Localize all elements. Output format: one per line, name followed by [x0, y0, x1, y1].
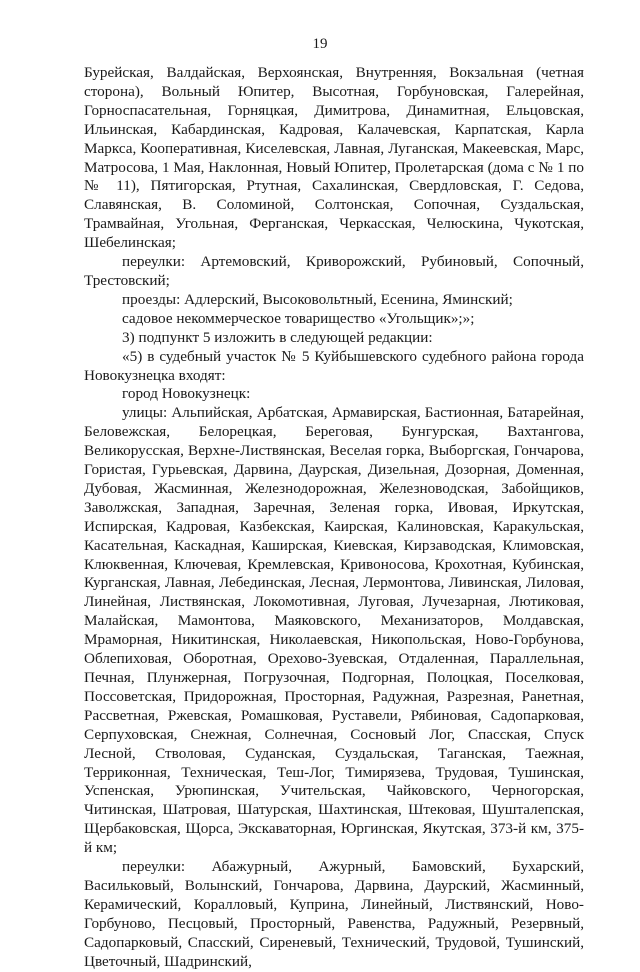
paragraph-streets: улицы: Альпийская, Арбатская, Армавирская, Бастионная, Батарейная, Беловежская, Белорецкая, Береговая, Бунгурская, Вахтангова, Великорусская, Верхне-Листвянская, Веселая горка, Выборгская, Гончарова, Гористая, Гурьевская, Дарвина, Даурская, Дизельная, Дозорная, Доменная, Дубовая, Жасминная, Железнодорожная, Железноводская, Забойщиков, Заволжская, Западная, Заречная, Зеленая горка, Ивовая, Иркутская, Испирская, Кадровая, Казбекская, Каирская, Калиновская, Каракульская, Касательная, Каскадная, Каширская, Киевская, Кирзаводская, Климовская, Клюквенная, Ключевая, Кремлевская, Кривоносова, Крохотная, Кубинская, Курганская, Лавная, Лебединская, Лесная, Лермонтова, Ливинская, Лиловая, Линейная, Листвянская, Локомотивная, Луговая, Лучезарная, Лютиковая, Малайская, Мамонтова, Маяковского, Механизаторов, Молдавская, Мраморная, Никитинская, Николаевская, Никопольская, Ново-Горбунова, Облепиховая, Оборотная, Орехово-Зуевская, Отдаленная, Параллельная, Печная, Плунжерная, Погрузочная, Подгорная, Полоцкая, Поселковая, Поссоветская, Придорожная, Просторная, Радужная, Разрезная, Ранетная, Рассветная, Ржевская, Ромашковая, Руставели, Рябиновая, Садопарковая, Серпуховская, Снежная, Солнечная, Сосновый Лог, Спасская, Спуск Лесной, Стволовая, Суданская, Суздальская, Таганская, Таежная, Терриконная, Техническая, Теш-Лог, Тимирязева, Трудовая, Тушинская, Успенская, Урюпинская, Учительская, Чайковского, Черногорская, Читинская, Шатровая, Шатурская, Шахтинская, Штековая, Шушталепская, Щербаковская, Щорса, Экскаваторная, Юргинская, Якутская, 373-й км, 375-й км; [84, 404, 584, 857]
paragraph-streets-list: Бурейская, Валдайская, Верхоянская, Внутренняя, Вокзальная (четная сторона), Вольный Юпитер, Высотная, Горбуновская, Галерейная, Горноспасательная, Горняцкая, Димитрова, Динамитная, Ельцовская, Ильинская, Кабардинская, Кадровая, Калачевская, Карпатская, Карла Маркса, Кооперативная, Киселевская, Лавная, Луганская, Макеевская, Марс, Матросова, 1 Мая, Наклонная, Новый Юпитер, Пролетарская (дома с № 1 по № 11), Пятигорская, Ртутная, Сахалинская, Свердловская, Г. Седова, Славянская, В. Соломиной, Солтонская, Сопочная, Суздальская, Трамвайная, Угольная, Ферганская, Черкасская, Челюскина, Чукотская, Шебелинская; [84, 64, 584, 252]
paragraph-garden-partnership: садовое некоммерческое товарищество «Угольщик»;»; [122, 309, 475, 327]
paragraph-lanes: переулки: Артемовский, Криворожский, Рубиновый, Сопочный, Трестовский; [84, 253, 584, 289]
paragraph-lanes-2: переулки: Абажурный, Ажурный, Бамовский, Бухарский, Васильковый, Волынский, Гончарова, Дарвина, Даурский, Жасминный, Керамический, Коралловый, Куприна, Линейный, Листвянский, Ново-Горбуново, Песцовый, Просторный, Равенства, Радужный, Резервный, Садопарковый, Спасский, Сиреневый, Технический, Трудовой, Тушинский, Цветочный, Шадринский, [84, 858, 584, 970]
document-body [84, 64, 584, 972]
paragraph-subclause-3: 3) подпункт 5 изложить в следующей редакции: [122, 328, 433, 346]
paragraph-city: город Новокузнецк: [122, 385, 251, 403]
paragraph-passages: проезды: Адлерский, Высоковольтный, Есенина, Яминский; [122, 290, 513, 308]
page-number: 19 [312, 36, 328, 52]
paragraph-court-district-5: «5) в судебный участок № 5 Куйбышевского судебного района города Новокузнецка входят: [84, 347, 584, 384]
